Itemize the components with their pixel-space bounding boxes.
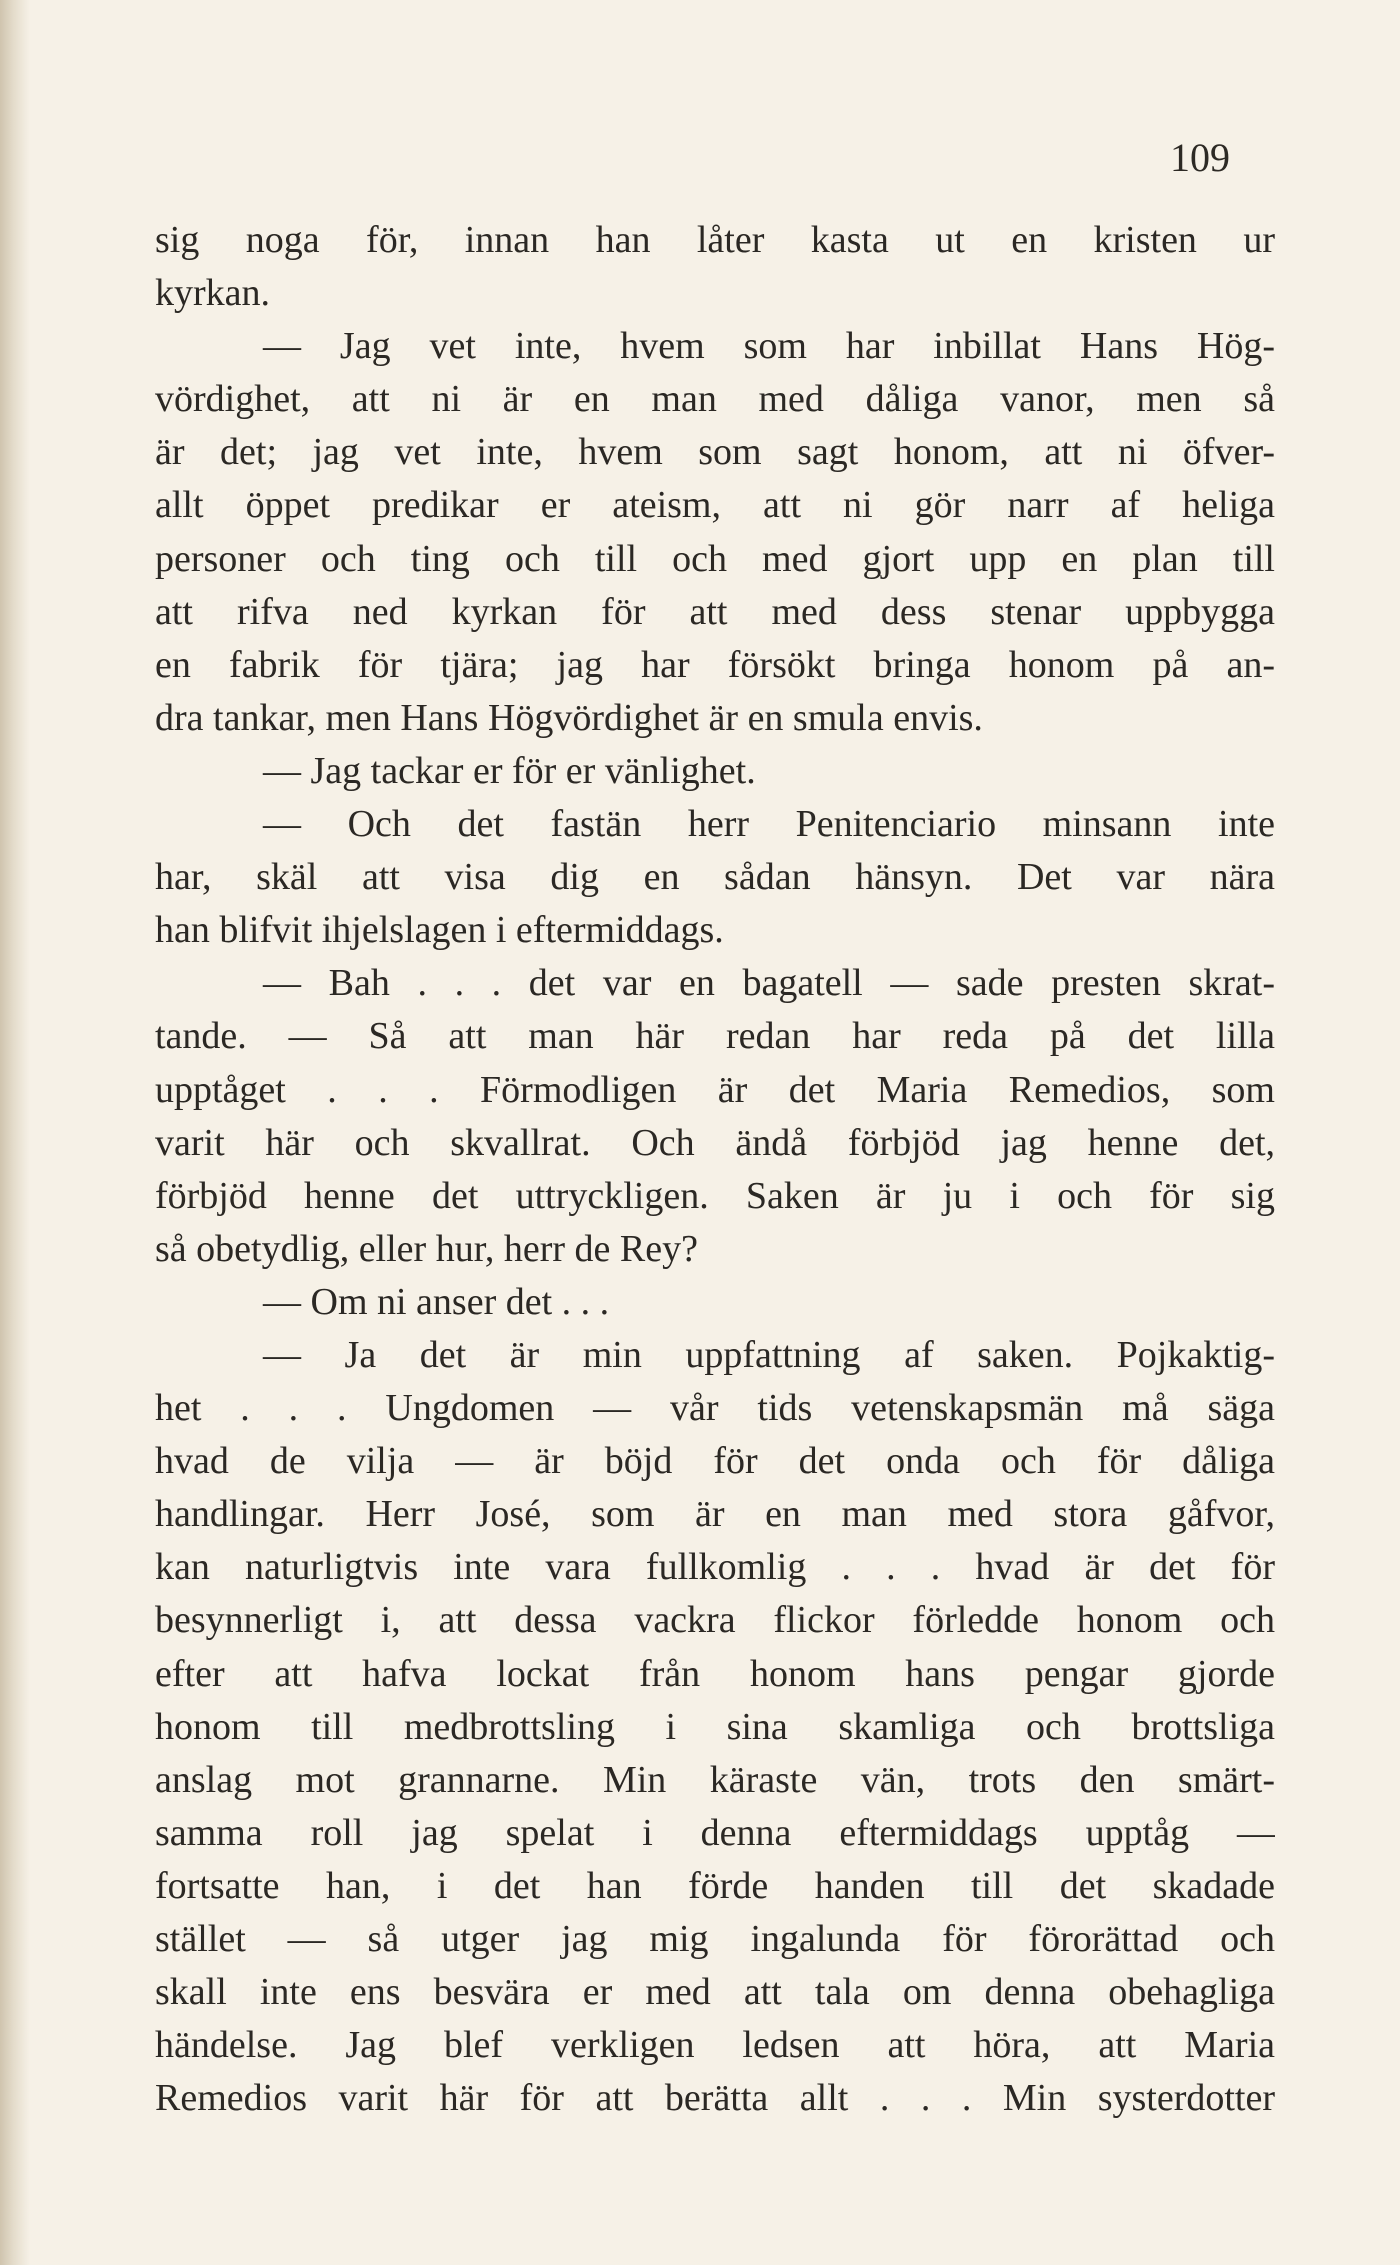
page-binding-edge — [0, 0, 30, 2265]
text-line: händelse. Jag blef verkligen ledsen att höra, att Maria — [155, 2024, 1275, 2067]
text-line: så obetydlig, eller hur, herr de Rey? — [155, 1227, 698, 1270]
text-line: tande. — Så att man här redan har reda på det lilla — [155, 1015, 1275, 1058]
text-line: — Om ni anser det . . . — [263, 1280, 610, 1323]
text-line: en fabrik för tjära; jag har försökt bringa honom på an- — [155, 643, 1275, 686]
text-line: varit här och skvallrat. Och ändå förbjöd jag henne det, — [155, 1121, 1275, 1164]
text-line: personer och ting och till och med gjort upp en plan till — [155, 537, 1275, 580]
text-line: dra tankar, men Hans Högvördighet är en smula envis. — [155, 696, 983, 739]
text-line: förbjöd henne det uttryckligen. Saken är ju i och för sig — [155, 1174, 1275, 1217]
text-line: att rifva ned kyrkan för att med dess stenar uppbygga — [155, 590, 1275, 633]
text-line: hvad de vilja — är böjd för det onda och för dåliga — [155, 1440, 1275, 1483]
text-line: samma roll jag spelat i denna eftermiddags upptåg — — [155, 1811, 1275, 1854]
text-line: — Och det fastän herr Penitenciario minsann inte — [263, 803, 1275, 846]
text-line: vördighet, att ni är en man med dåliga vanor, men så — [155, 378, 1275, 421]
body-text — [155, 214, 1275, 2125]
text-line: anslag mot grannarne. Min käraste vän, trots den smärt- — [155, 1758, 1275, 1801]
text-line: — Jag tackar er för er vänlighet. — [263, 749, 756, 792]
text-line: handlingar. Herr José, som är en man med stora gåfvor, — [155, 1493, 1275, 1536]
text-line: — Bah . . . det var en bagatell — sade presten skrat- — [263, 962, 1275, 1005]
text-line: Remedios varit här för att berätta allt . . . Min systerdotter — [155, 2077, 1275, 2120]
text-line: — Ja det är min uppfattning af saken. Pojkaktig- — [263, 1333, 1275, 1376]
text-line: upptåget . . . Förmodligen är det Maria Remedios, som — [155, 1068, 1275, 1111]
text-line: kan naturligtvis inte vara fullkomlig . . . hvad är det för — [155, 1546, 1275, 1589]
text-line: är det; jag vet inte, hvem som sagt honom, att ni öfver- — [155, 431, 1275, 474]
page-number: 109 — [1170, 135, 1230, 180]
text-line: het . . . Ungdomen — vår tids vetenskapsmän må säga — [155, 1387, 1275, 1430]
text-line: fortsatte han, i det han förde handen till det skadade — [155, 1864, 1275, 1907]
text-line: stället — så utger jag mig ingalunda för förorättad och — [155, 1918, 1275, 1960]
text-line: allt öppet predikar er ateism, att ni gör narr af heliga — [155, 484, 1275, 527]
text-line: han blifvit ihjelslagen i eftermiddags. — [155, 909, 724, 952]
text-line: honom till medbrottsling i sina skamliga och brottsliga — [155, 1705, 1275, 1748]
text-line: efter att hafva lockat från honom hans pengar gjorde — [155, 1652, 1275, 1695]
text-line: har, skäl att visa dig en sådan hänsyn. Det var nära — [155, 856, 1275, 899]
text-line: kyrkan. — [155, 272, 271, 315]
text-line: skall inte ens besvära er med att tala om denna obehagliga — [155, 1971, 1275, 2014]
text-line: sig noga för, innan han låter kasta ut en kristen ur — [155, 219, 1275, 261]
text-line: — Jag vet inte, hvem som har inbillat Hans Hög- — [263, 325, 1275, 368]
text-line: besynnerligt i, att dessa vackra flickor förledde honom och — [155, 1599, 1275, 1642]
